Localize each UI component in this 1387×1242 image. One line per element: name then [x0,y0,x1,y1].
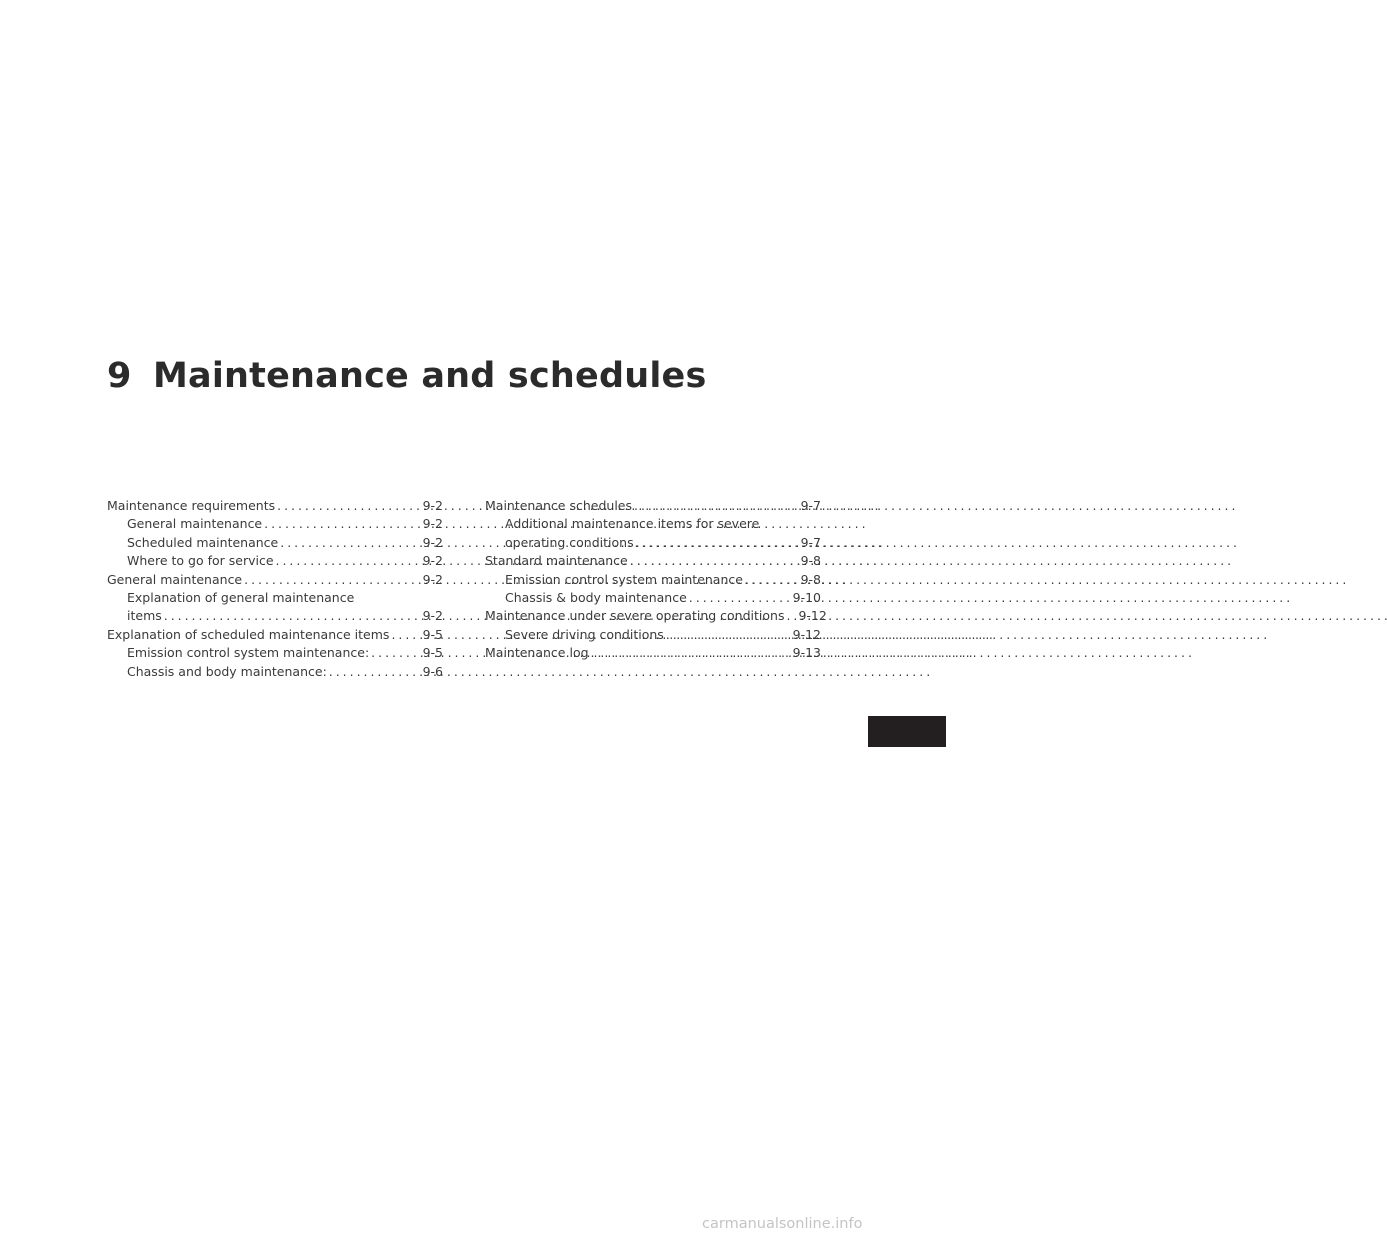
chapter-name: Maintenance and schedules [153,356,707,396]
toc-entry[interactable]: Standard maintenance . . . 9-8 [485,552,821,570]
chapter-title [107,356,707,396]
toc-entry[interactable]: Maintenance log . . . 9-13 [485,644,821,662]
toc-subentry[interactable]: Severe driving conditions . . . 9-12 [485,626,821,644]
toc-subentry-line1[interactable]: Additional maintenance items for severe [505,516,760,532]
toc-entry[interactable]: Maintenance requirements . . . 9-2 [107,497,443,515]
toc-entry[interactable]: Maintenance schedules . . . 9-7 [485,497,821,515]
toc-subentry[interactable]: General maintenance . . . 9-2 [107,515,443,533]
chapter-tab-marker [868,716,946,747]
toc-subentry[interactable]: Scheduled maintenance . . . 9-2 [107,534,443,552]
toc-subentry[interactable]: operating conditions . . . 9-7 [485,534,821,552]
watermark: carmanualsonline.info [702,1216,863,1232]
toc-left-column [107,497,443,681]
toc-entry[interactable]: Explanation of scheduled maintenance items . . . 9-5 [107,626,443,644]
toc-subentry[interactable]: Emission control system maintenance: . . . 9-5 [107,644,443,662]
toc-subentry[interactable]: Emission control system maintenance . . . 9-8 [485,571,821,589]
toc-subentry[interactable]: Chassis and body maintenance: . . . 9-6 [107,663,443,681]
chapter-number: 9 [107,356,132,396]
toc-subentry[interactable]: Chassis & body maintenance . . . 9-10 [485,589,821,607]
toc-subentry[interactable]: items . . . 9-2 [107,607,443,625]
toc-subentry[interactable]: Where to go for service . . . 9-2 [107,552,443,570]
toc-subentry-line1[interactable]: Explanation of general maintenance [127,590,355,606]
toc-right-column [485,497,827,663]
toc-entry[interactable]: Maintenance under severe operating conditions . . . 9-12 [485,607,821,625]
toc-entry[interactable]: General maintenance . . . 9-2 [107,571,443,589]
